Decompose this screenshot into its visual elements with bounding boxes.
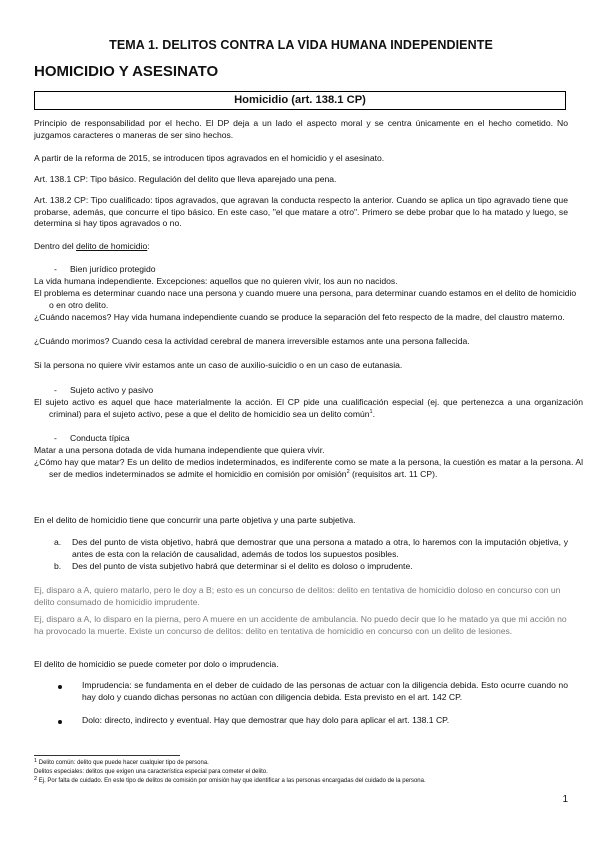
dash-marker: - <box>54 433 57 443</box>
footnote-1-text: Delito común: delito que puede hacer cualquier tipo de persona. <box>37 760 209 766</box>
bullet-dot <box>58 685 62 689</box>
document-title: TEMA 1. DELITOS CONTRA LA VIDA HUMANA INDEPENDIENTE <box>109 38 493 52</box>
footnote-2-number: 2 <box>34 776 38 782</box>
boxed-heading: Homicidio (art. 138.1 CP) <box>34 91 566 110</box>
sujeto-end: . <box>372 408 375 419</box>
dentro-underlined: delito de homicidio <box>76 241 148 251</box>
dentro-prefix: Dentro del <box>34 241 77 251</box>
paragraph-principio: Principio de responsabilidad por el hecho. El DP deja a un lado el aspecto moral y se centra únicamente en el hecho cometido. No juzgamos caracteres o maneras de ser sino hechos. <box>34 118 568 140</box>
section-title: HOMICIDIO Y ASESINATO <box>34 63 219 80</box>
paragraph-auxilio: Si la persona no quiere vivir estamos ante un caso de auxilio-suicidio o en un caso de eutanasia. <box>34 360 403 370</box>
subheading-conducta: Conducta típica <box>70 433 130 443</box>
footnote-1 <box>34 759 568 767</box>
line-cuando-morimos: ¿Cuándo morimos? Cuando cesa la actividad cerebral de manera irreversible estamos ante una persona fallecida. <box>34 336 470 346</box>
footnote-2 <box>34 777 568 785</box>
line-matar: Matar a una persona dotada de vida humana independiente que quiera vivir. <box>34 445 325 455</box>
dash-marker: - <box>54 385 57 395</box>
list-marker-a: a. <box>54 537 62 547</box>
line-problema: El problema es determinar cuando nace una persona y cuando muere una persona, para determinar cuando estamos en el delito de homicidio o en otro delito. <box>34 288 577 310</box>
bullet-imprudencia: Imprudencia: se fundamenta en el deber de cuidado de las personas de actuar con la diligencia debida. Esto ocurre cuando no hay dolo y cuando dichas personas no actúan con diligencia debida. Esta previsto en el art. 142 CP. <box>82 680 568 702</box>
list-item-b: Des del punto de vista subjetivo habrá que determinar si el delito es doloso o imprudente. <box>72 561 413 571</box>
footnote-1-continued: Delitos especiales: delitos que exigen una característica especial para cometer el delito. <box>34 769 268 775</box>
paragraph-dentro <box>34 241 568 253</box>
line-cuando-nacemos: ¿Cuándo nacemos? Hay vida humana independiente cuando se produce la separación del feto respecto de la madre, del claustro materno. <box>34 312 565 322</box>
como-end: (requisitos art. 11 CP). <box>349 468 438 479</box>
example-1: Ej, disparo a A, quiero matarlo, pero le doy a B; esto es un concurso de delitos: delito en tentativa de homicidio doloso en concurso con un delito consumado de homicidio imprudente. <box>34 585 561 607</box>
list-item-a: Des del punto de vista objetivo, habrá que demostrar que una persona a matado a otra, lo haremos con la imputación objetiva, y antes de esta con la relación de causalidad, además de todos los supuestos posibles. <box>72 537 568 559</box>
footnote-ref-1: 1 <box>369 408 373 415</box>
footnote-separator <box>34 755 180 756</box>
bullet-dot <box>58 720 62 724</box>
paragraph-dolo-imprudencia: El delito de homicidio se puede cometer por dolo o imprudencia. <box>34 659 279 669</box>
bullet-dolo: Dolo: directo, indirecto y eventual. Hay que demostrar que hay dolo para aplicar el art. 138.1 CP. <box>82 715 450 725</box>
paragraph-art-138-2: Art. 138.2 CP: Tipo cualificado: tipos agravados, que agravan la conducta respecto la anterior. Cuando se aplica un tipo agravado tiene que probarse, además, que concurre el tipo básico. En este caso, "el que matare a otro". Primero se debe probar que lo ha matado y luego, se determina si hay tipos agravados o no. <box>34 195 568 229</box>
paragraph-objetiva-subjetiva: En el delito de homicidio tiene que concurrir una parte objetiva y una parte subjetiva. <box>34 515 356 525</box>
subheading-sujeto: Sujeto activo y pasivo <box>70 385 154 395</box>
page-number: 1 <box>562 794 568 805</box>
list-marker-b: b. <box>54 561 62 571</box>
footnote-1-number: 1 <box>34 758 38 764</box>
example-2: Ej, disparo a A, lo disparo en la pierna, pero A muere en un accidente de ambulancia. No puedo decir que lo he matado ya que mi acción no ha provocado la muerte. Existe un concurso de delitos: delito en tentativa de homicidio en concurso con un delito de lesiones. <box>34 614 567 636</box>
footnote-2-text: Ej. Por falta de cuidado. En este tipo de delitos de comisión por omisión hay que identificar a las personas encargadas del cuidado de la persona. <box>37 778 426 784</box>
line-vida-humana: La vida humana independiente. Excepciones: aquellos que no quieren vivir, los aun no nacidos. <box>34 276 398 286</box>
dentro-suffix: : <box>147 241 150 251</box>
subheading-bien-juridico: Bien jurídico protegido <box>70 264 156 274</box>
line-sujeto-activo <box>34 397 583 420</box>
sujeto-text: El sujeto activo es aquel que hace materialmente la acción. El CP pide una cualificación especial (ej. que pertenezca a una organización criminal) para el sujeto activo, pese a que el delito de homicidio sea un delito común <box>34 397 583 419</box>
line-como-matar <box>34 457 583 480</box>
footnote-ref-2: 2 <box>346 468 350 475</box>
paragraph-art-138-1: Art. 138.1 CP: Tipo básico. Regulación del delito que lleva aparejado una pena. <box>34 174 337 184</box>
como-text: ¿Cómo hay que matar? Es un delito de medios indeterminados, es indiferente como se mate a la persona, la cuestión es matar a la persona. Al ser de medios indeterminados se admite el homicidio en comisión por omisión <box>34 457 583 479</box>
dash-marker: - <box>54 264 57 274</box>
paragraph-reforma: A partir de la reforma de 2015, se introducen tipos agravados en el homicidio y el asesinato. <box>34 153 385 163</box>
